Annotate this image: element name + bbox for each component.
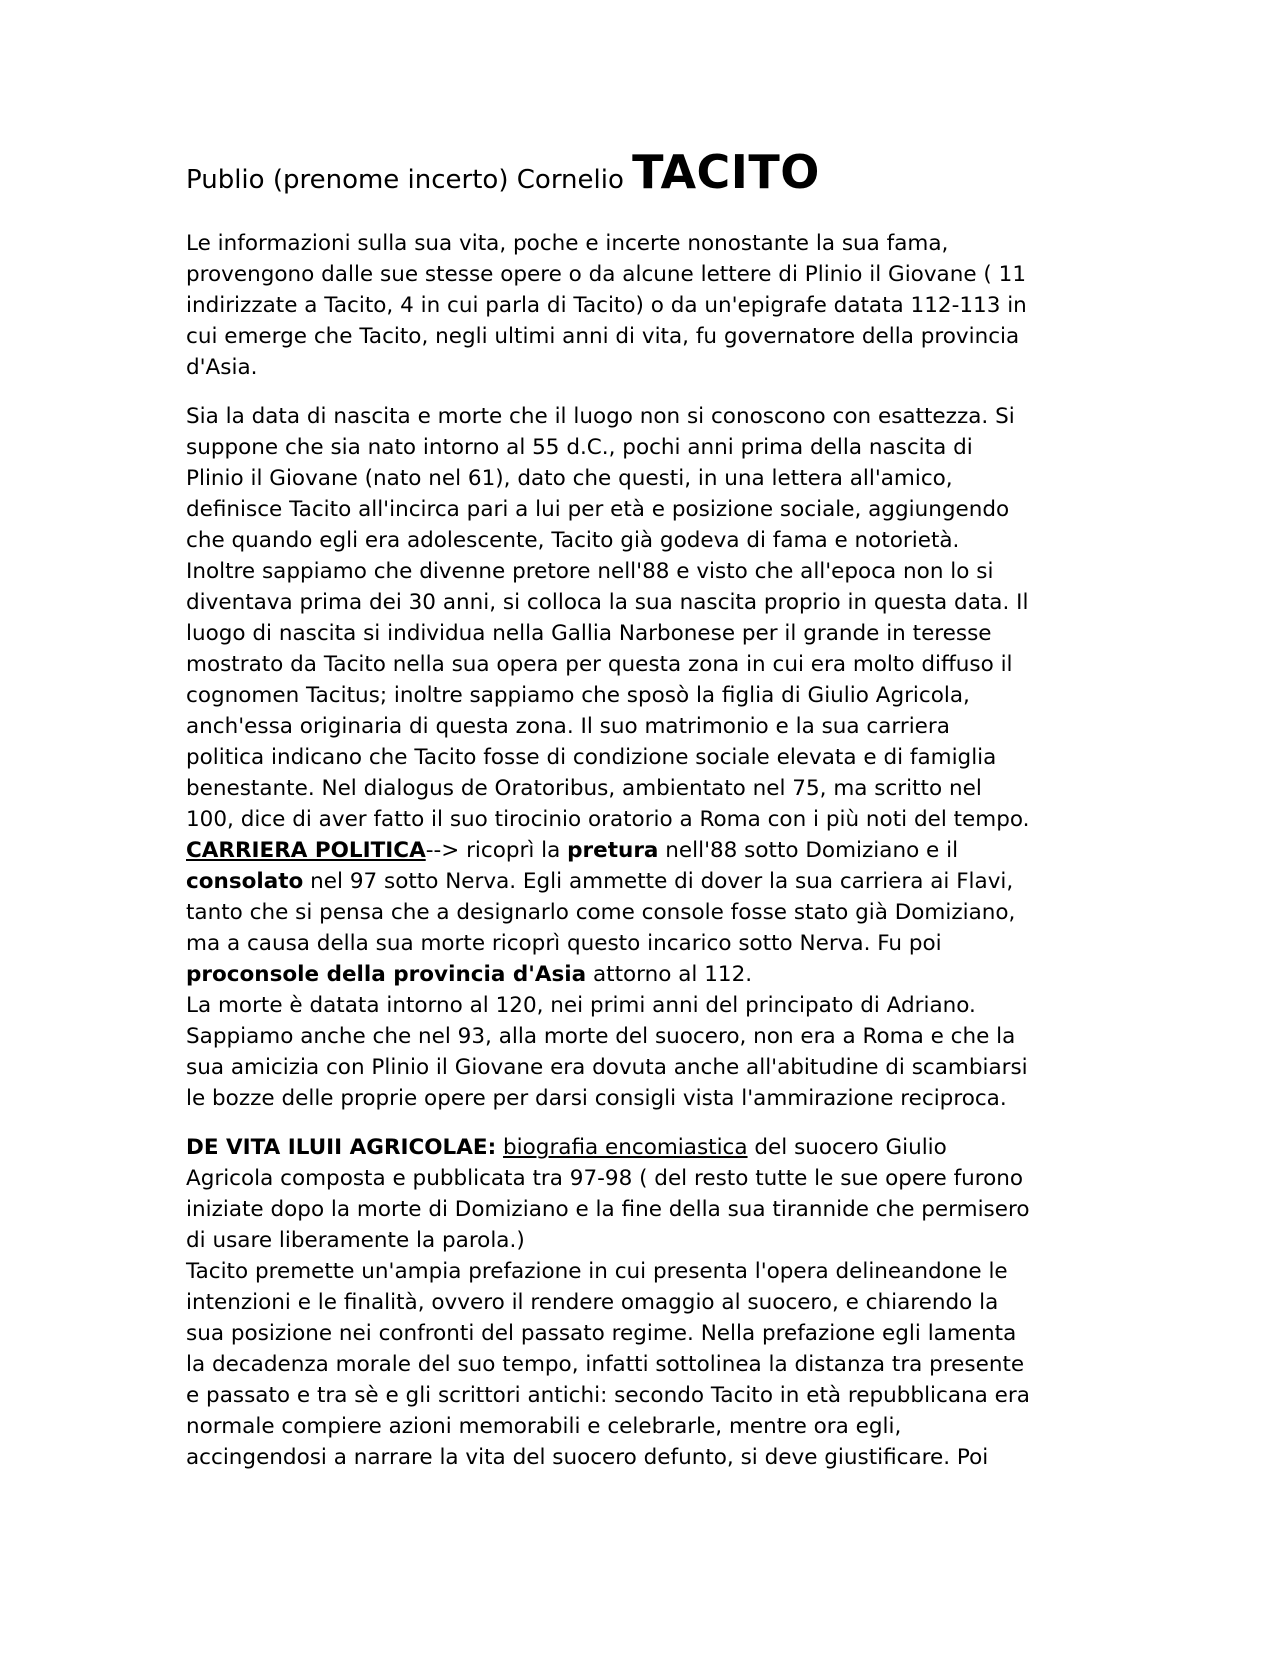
document-title xyxy=(186,142,1106,210)
text-line: DE VITA ILUII AGRICOLAE: biografia encomiastica del suocero Giulio xyxy=(186,1135,947,1160)
intro-paragraph xyxy=(186,228,1106,383)
text-line: iniziate dopo la morte di Domiziano e la fine della sua tirannide che permisero xyxy=(186,1197,1030,1222)
text-line: che quando egli era adolescente, Tacito già godeva di fama e notorietà. xyxy=(186,528,960,553)
text-line: anch'essa originaria di questa zona. Il suo matrimonio e la sua carriera xyxy=(186,714,950,739)
agricola-heading: DE VITA ILUII AGRICOLAE: xyxy=(186,1135,497,1160)
pretura-term: pretura xyxy=(567,838,659,863)
text-line: diventava prima dei 30 anni, si colloca la sua nascita proprio in questa data. Il xyxy=(186,590,1029,615)
text-line: suppone che sia nato intorno al 55 d.C., pochi anni prima della nascita di xyxy=(186,435,973,460)
title-surname: TACITO xyxy=(632,145,820,199)
text-line: La morte è datata intorno al 120, nei primi anni del principato di Adriano. xyxy=(186,993,976,1018)
text-line: CARRIERA POLITICA--> ricoprì la pretura nell'88 sotto Domiziano e il xyxy=(186,838,959,863)
text-line: Inoltre sappiamo che divenne pretore nell'88 e visto che all'epoca non lo si xyxy=(186,559,994,584)
proconsole-term: proconsole della provincia d'Asia xyxy=(186,962,587,987)
career-heading: CARRIERA POLITICA xyxy=(186,838,426,863)
text-line: d'Asia. xyxy=(186,355,258,380)
text-line: Sappiamo anche che nel 93, alla morte del suocero, non era a Roma e che la xyxy=(186,1024,1016,1049)
text-line: la decadenza morale del suo tempo, infatti sottolinea la distanza tra presente xyxy=(186,1352,1025,1377)
text-line: cui emerge che Tacito, negli ultimi anni di vita, fu governatore della provincia xyxy=(186,324,1020,349)
text-line: tanto che si pensa che a designarlo come console fosse stato già Domiziano, xyxy=(186,900,1016,925)
text-line: indirizzate a Tacito, 4 in cui parla di Tacito) o da un'epigrafe datata 112-113 in xyxy=(186,293,1027,318)
text-line: ma a causa della sua morte ricoprì questo incarico sotto Nerva. Fu poi xyxy=(186,931,942,956)
text-line: di usare liberamente la parola.) xyxy=(186,1228,525,1253)
text-line: intenzioni e le finalità, ovvero il rendere omaggio al suocero, e chiarendo la xyxy=(186,1290,999,1315)
text-line: e passato e tra sè e gli scrittori antichi: secondo Tacito in età repubblicana era xyxy=(186,1383,1030,1408)
text-line: sua amicizia con Plinio il Giovane era dovuta anche all'abitudine di scambiarsi xyxy=(186,1055,1028,1080)
text-line: Plinio il Giovane (nato nel 61), dato che questi, in una lettera all'amico, xyxy=(186,466,953,491)
document-page xyxy=(186,142,1106,1473)
agricola-paragraph xyxy=(186,1132,1106,1473)
title-prefix: Publio (prenome incerto) Cornelio xyxy=(186,165,624,195)
text-line: Tacito premette un'ampia prefazione in cui presenta l'opera delineandone le xyxy=(186,1259,1008,1284)
biography-paragraph xyxy=(186,401,1106,1114)
text-line: sua posizione nei confronti del passato regime. Nella prefazione egli lamenta xyxy=(186,1321,1017,1346)
text-line: Sia la data di nascita e morte che il luogo non si conoscono con esattezza. Si xyxy=(186,404,1015,429)
text-line: luogo di nascita si individua nella Gallia Narbonese per il grande in teresse xyxy=(186,621,992,646)
text-line: proconsole della provincia d'Asia attorno al 112. xyxy=(186,962,753,987)
text-line: definisce Tacito all'incirca pari a lui per età e posizione sociale, aggiungendo xyxy=(186,497,1010,522)
text-line: provengono dalle sue stesse opere o da alcune lettere di Plinio il Giovane ( 11 xyxy=(186,262,1027,287)
text-line: accingendosi a narrare la vita del suocero defunto, si deve giustificare. Poi xyxy=(186,1445,989,1470)
text-line: normale compiere azioni memorabili e celebrarle, mentre ora egli, xyxy=(186,1414,902,1439)
consolato-term: consolato xyxy=(186,869,304,894)
text-line: Le informazioni sulla sua vita, poche e incerte nonostante la sua fama, xyxy=(186,231,949,256)
text-line: mostrato da Tacito nella sua opera per questa zona in cui era molto diffuso il xyxy=(186,652,1013,677)
agricola-genre: biografia encomiastica xyxy=(503,1135,748,1160)
text-line: benestante. Nel dialogus de Oratoribus, ambientato nel 75, ma scritto nel xyxy=(186,776,982,801)
text-line: le bozze delle proprie opere per darsi consigli vista l'ammirazione reciproca. xyxy=(186,1086,1007,1111)
text-line: politica indicano che Tacito fosse di condizione sociale elevata e di famiglia xyxy=(186,745,997,770)
text-line: cognomen Tacitus; inoltre sappiamo che sposò la figlia di Giulio Agricola, xyxy=(186,683,970,708)
text-line: consolato nel 97 sotto Nerva. Egli ammette di dover la sua carriera ai Flavi, xyxy=(186,869,1014,894)
text-line: 100, dice di aver fatto il suo tirocinio oratorio a Roma con i più noti del tempo. xyxy=(186,807,1030,832)
text-line: Agricola composta e pubblicata tra 97-98 ( del resto tutte le sue opere furono xyxy=(186,1166,1024,1191)
